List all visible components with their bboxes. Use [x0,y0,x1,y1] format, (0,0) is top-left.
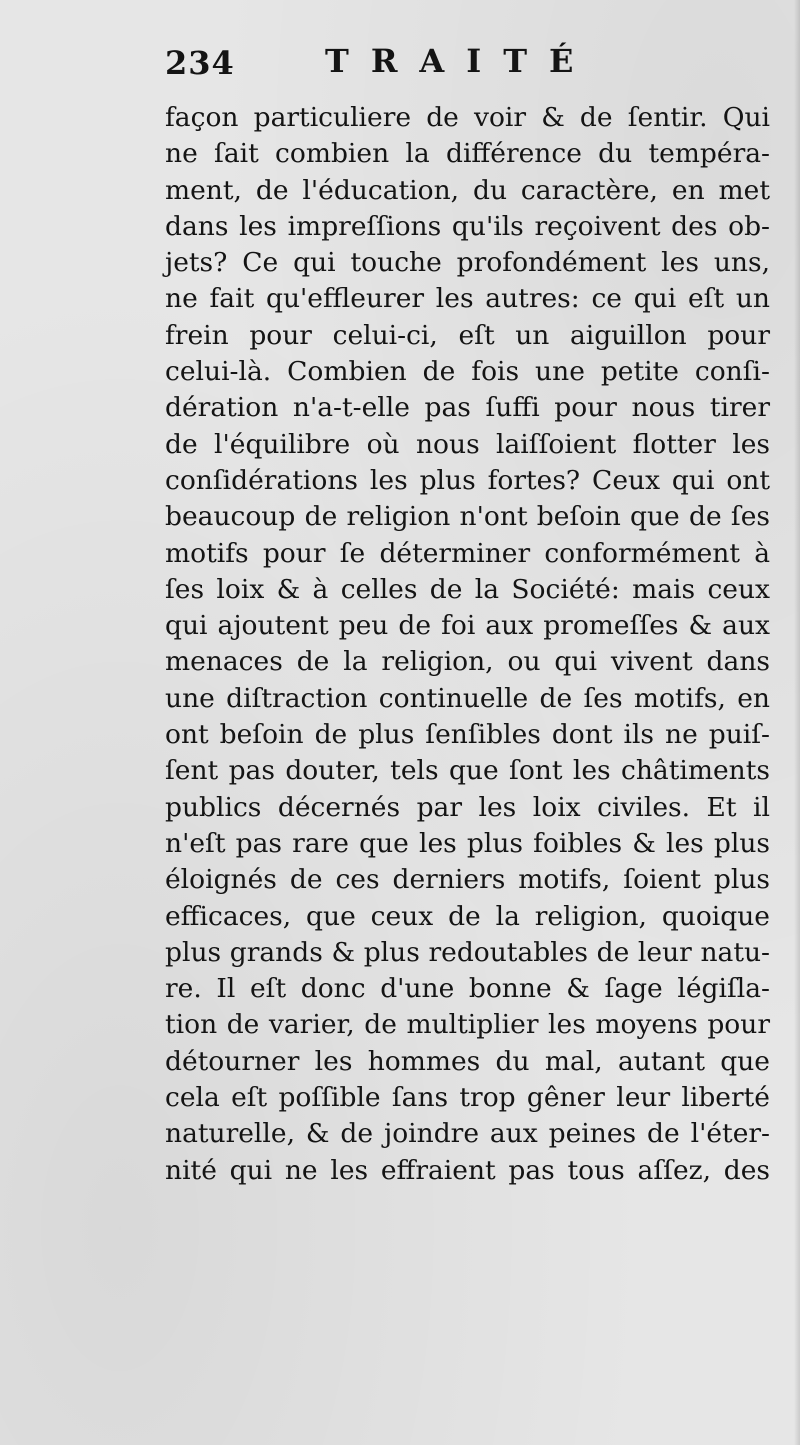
text-line: efficaces, que ceux de la religion, quoique [165,900,770,932]
text-line: éloignés de ces derniers motifs, ſoient plus [165,864,770,896]
text-line: une diſtraction continuelle de ſes motifs, en [165,682,770,714]
text-line: naturelle, & de joindre aux peines de l'éter- [165,1118,770,1150]
text-line: cela eſt poſſible ſans trop gêner leur liberté [165,1082,770,1114]
text-line: nité qui ne les effraient pas tous aſſez, des [165,1154,770,1186]
text-line: publics décernés par les loix civiles. Et il [165,791,770,823]
text-line: ne fait qu'effleurer les autres: ce qui eſt un [165,283,770,315]
page-header [165,40,625,90]
running-head: TRAITÉ [325,42,596,80]
text-line: conſidérations les plus fortes? Ceux qui ont [165,464,770,496]
page-edge-shadow [794,0,800,1445]
text-line: ſent pas douter, tels que ſont les châtiments [165,755,770,787]
text-line: menaces de la religion, ou qui vivent dans [165,646,770,678]
text-line: façon particuliere de voir & de ſentir. Qui [165,102,770,133]
text-line: motifs pour ſe déterminer conformément à [165,537,770,569]
text-line: n'eſt pas rare que les plus foibles & les plus [165,827,770,859]
text-line: qui ajoutent peu de foi aux promeſſes & aux [165,610,770,642]
text-line: ne ſait combien la différence du tempéra- [165,138,770,170]
text-line: ſes loix & à celles de la Société: mais ceux [165,573,770,605]
text-line: ont beſoin de plus ſenſibles dont ils ne puiſ- [165,719,770,751]
text-line: dération n'a-t-elle pas ſuffi pour nous tirer [165,392,770,424]
text-line: re. Il eſt donc d'une bonne & ſage légiſla- [165,973,770,1005]
text-line: beaucoup de religion n'ont beſoin que de ſes [165,501,770,533]
text-line: dans les impreſſions qu'ils reçoivent des ob- [165,210,770,242]
text-line: de l'équilibre où nous laiſſoient flotter les [165,428,770,460]
text-line: jets? Ce qui touche profondément les uns, [165,247,770,279]
text-line: plus grands & plus redoutables de leur natu- [165,936,770,968]
text-line: détourner les hommes du mal, autant que [165,1045,770,1077]
text-line: celui-là. Combien de fois une petite conſi- [165,356,770,388]
body-text [165,100,770,1189]
text-line: frein pour celui-ci, eſt un aiguillon pour [165,319,770,351]
text-line: ment, de l'éducation, du caractère, en met [165,174,770,206]
text-line: tion de varier, de multiplier les moyens pour [165,1009,770,1041]
page-number: 234 [165,44,235,82]
